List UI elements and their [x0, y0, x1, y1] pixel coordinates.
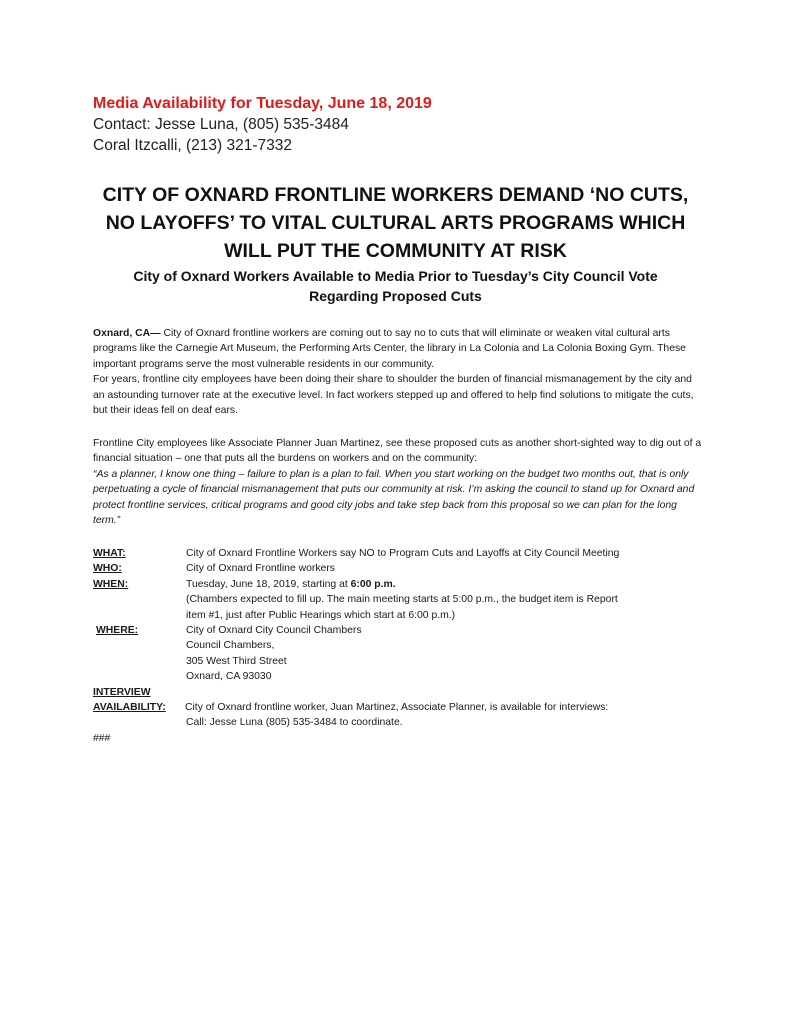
where-line-4: Oxnard, CA 93030 [186, 671, 272, 683]
availability-label: AVAILABILITY: [93, 702, 166, 714]
subheadline-line-1: City of Oxnard Workers Available to Media Prior to Tuesday’s City Council Vote [133, 268, 658, 284]
subheadline-line-2: Regarding Proposed Cuts [309, 288, 482, 304]
release-header [93, 93, 693, 156]
when-date: Tuesday, June 18, 2019, starting at [186, 578, 351, 590]
availability-row [93, 700, 703, 731]
when-note-1: (Chambers expected to fill up. The main meeting starts at 5:00 p.m., the budget item is Report [186, 594, 618, 606]
headline-line-3: WILL PUT THE COMMUNITY AT RISK [224, 240, 567, 262]
headline-line-2: NO LAYOFFS’ TO VITAL CULTURAL ARTS PROGRAMS WHICH [105, 212, 686, 234]
media-availability-title: Media Availability for Tuesday, June 18, 2019 [93, 95, 432, 112]
intro-paragraph [93, 326, 703, 418]
where-line-2: Council Chambers, [186, 640, 275, 652]
interview-label-row [93, 685, 703, 700]
who-row [93, 561, 703, 576]
when-value [186, 577, 703, 592]
dateline: Oxnard, CA— [93, 328, 161, 339]
when-row [93, 577, 703, 623]
contact-line-secondary: Coral Itzcalli, (213) 321-7332 [93, 137, 293, 154]
burden-text: For years, frontline city employees have been doing their share to shoulder the burden of financial mismanagement by the city and an astounding turnover rate at the executive level. In fact workers stepped up and offered to help find solutions to mitigate the cuts, but their ideas fell on deaf ears. [93, 374, 694, 417]
availability-value: City of Oxnard frontline worker, Juan Martinez, Associate Planner, is available for interviews: [185, 702, 609, 714]
planner-paragraph [93, 436, 703, 528]
headline [80, 181, 711, 265]
where-row [93, 623, 703, 685]
when-label: WHEN: [93, 578, 129, 590]
what-row [93, 546, 703, 561]
what-label: WHAT: [93, 548, 126, 559]
end-mark: ### [93, 732, 111, 744]
subheadline [80, 266, 711, 306]
intro-text: City of Oxnard frontline workers are coming out to say no to cuts that will eliminate or weaken vital cultural arts programs like the Carnegie Art Museum, the Performing Arts Center, the library in La Colonia and La Colonia Boxing Gym. These important programs serve the most vulnerable residents in our community. [93, 328, 686, 370]
availability-call: Call: Jesse Luna (805) 535-3484 to coordinate. [186, 717, 403, 729]
contact-line-primary: Contact: Jesse Luna, (805) 535-3484 [93, 116, 349, 133]
planner-quote: “As a planner, I know one thing – failure to plan is a plan to fail. When you start working on the budget two months out, that is only perpetuating a cycle of financial mismanagement that puts our community at risk. I’m asking the council to stand up for Oxnard and protect frontline services, critical programs and good city jobs and take step back from this proposal so we can plan for the long term.” [93, 468, 695, 527]
interview-label: INTERVIEW [93, 686, 151, 698]
where-line-3: 305 West Third Street [186, 655, 287, 667]
who-label: WHO: [93, 563, 122, 575]
headline-line-1: CITY OF OXNARD FRONTLINE WORKERS DEMAND ‘NO CUTS, [102, 184, 689, 206]
where-line-1: City of Oxnard City Council Chambers [186, 625, 362, 637]
planner-text: Frontline City employees like Associate Planner Juan Martinez, see these proposed cuts as another short-sighted way to dig out of a financial situation – one that puts all the burdens on workers and on the community: [93, 438, 702, 465]
when-time: 6:00 p.m. [350, 578, 396, 590]
what-value: City of Oxnard Frontline Workers say NO to Program Cuts and Layoffs at City Council Meeting [186, 548, 620, 559]
where-label: WHERE: [96, 625, 139, 637]
event-details [93, 546, 703, 746]
who-value: City of Oxnard Frontline workers [186, 563, 335, 575]
when-note-2: item #1, just after Public Hearings which start at 6:00 p.m.) [186, 609, 456, 621]
